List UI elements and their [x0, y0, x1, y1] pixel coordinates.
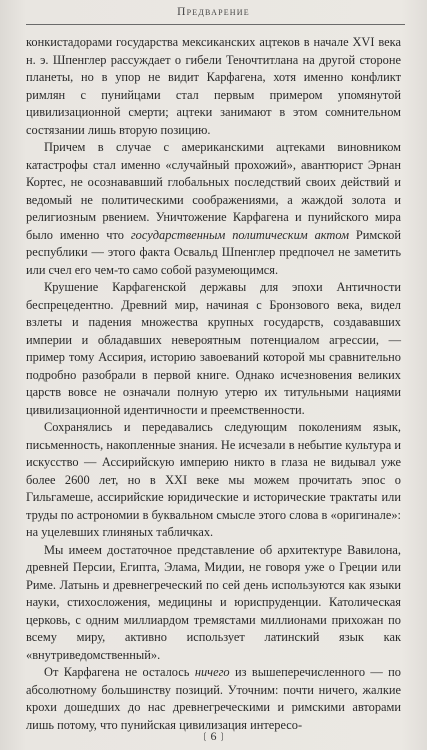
- emphasis-text: ничего: [194, 665, 230, 679]
- paragraph: [26, 139, 401, 279]
- text-run: Сохранялись и передавались следующим поколениям язык, письменность, накопленные знания. Не исчезали в небытие культура и искусство — Ассирийскую империю никто в глаза не видывал уже более 2600 лет, но в XXI веке мы можем прочитать эпос о Гильгамеше, ассирийские юридические и исторические трактаты или труды по астрономии в буквальном смысле этого слова в «оригинале»: на уцелевших глиняных табличках.: [26, 420, 401, 539]
- body-text: [26, 34, 401, 734]
- text-run: Причем в случае с американскими ацтеками виновником катастрофы стал именно «случайный прохожий», авантюрист Эрнан Кортес, не осознававший глобальных последствий своих действий и ведомый не политическими соображениями, а жаждой золота и религиозным рвением. Уничтожение Карфагена и пунийского мира было именно что: [26, 140, 401, 242]
- text-run: От Карфагена не осталось: [44, 665, 195, 679]
- right-ornament-icon: ❳: [218, 731, 227, 741]
- header-rule: [26, 24, 405, 25]
- text-run: конкистадорами государства мексиканских ацтеков в начале XVI века н. э. Шпенглер рассуждает о гибели Теночтитлана на другой стороне планеты, но в упор не видит Карфагена, хотя именно конфликт римлян с пунийцами стал первым примером упомянутой цивилизационной смерти; ацтеки занимают в этом сомнительном состязании лишь вторую позицию.: [26, 35, 401, 137]
- emphasis-text: государственным политическим актом: [130, 227, 349, 242]
- text-run: Римской республики — этого факта Освальд Шпенглер предпочел не заметить или счел его чем-то само собой разумеющимся.: [26, 227, 401, 277]
- paragraph: [26, 279, 401, 419]
- page-number: 6: [210, 729, 217, 743]
- paragraph: [26, 419, 401, 542]
- left-ornament-icon: ❲: [200, 731, 209, 741]
- running-header: Предварение: [177, 6, 250, 18]
- paragraph: [26, 542, 401, 665]
- text-run: из вышеперечисленного — по абсолютному большинству позиций. Уточним: почти ничего, жалкие крохи дошедших до нас древнегреческими и римскими авторами лишь потому, что пунийская цивилизация интересо-: [26, 665, 401, 732]
- page-footer: [0, 729, 427, 744]
- paragraph: [26, 664, 401, 734]
- text-run: Мы имеем достаточное представление об архитектуре Вавилона, древней Персии, Египта, Элама, Мидии, не говоря уже о Греции или Риме. Латынь и древнегреческий по сей день используются как языки науки, стихосложения, медицины и юриспруденции. Католическая церковь, с одним миллиардом тремястами миллионами прихожан по всему миру, активно использует латинский язык как «внутриведомственный».: [26, 542, 401, 662]
- paragraph: [26, 34, 401, 139]
- text-run: Крушение Карфагенской державы для эпохи Античности беспрецедентно. Древний мир, начиная с Бронзового века, видел взлеты и падения множества крупных государств, создававших империи и обладавших невероятным потенциалом агрессии, — пример тому Ассирия, историю завоеваний которой мы сравнительно подробно разобрали в первой книге. Однако исчезновения великих царств вовсе не означали полную утерю их титульными нациями цивилизационной идентичности и преемственности.: [26, 280, 401, 417]
